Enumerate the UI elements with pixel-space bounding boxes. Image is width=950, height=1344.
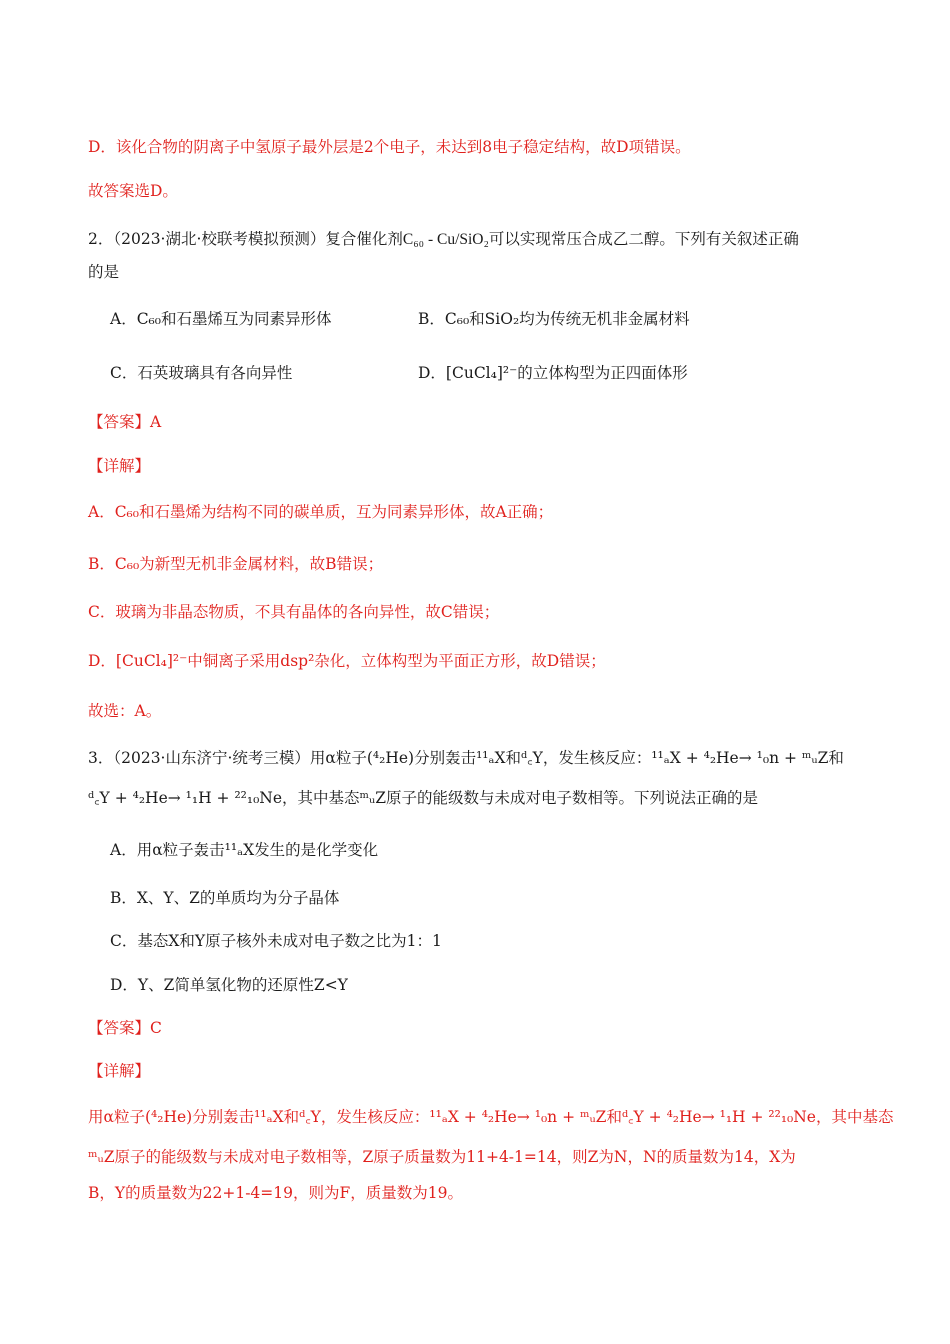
q1-final-answer: 故答案选D。	[88, 182, 178, 200]
q3-explain-line3: B，Y的质量数为22+1-4=19，则为F，质量数为19。	[88, 1184, 463, 1202]
q3-option-a: A．用α粒子轰击¹¹ₐX发生的是化学变化	[110, 841, 379, 859]
q3-option-b: B．X、Y、Z的单质均为分子晶体	[110, 889, 340, 907]
q2-detail-heading: 【详解】	[88, 457, 151, 475]
q3-explain-line2: ᵐᵤZ原子的能级数与未成对电子数相等，Z原子质量数为11+4-1=14，则Z为N，N的质量数为14，X为	[88, 1148, 796, 1166]
q2-option-a: A．C₆₀和石墨烯互为同素异形体	[110, 310, 332, 328]
q3-stem-line1: 3．（2023·山东济宁·统考三模）用α粒子(⁴₂He)分别轰击¹¹ₐX和ᵈ꜀Y，发生核反应：¹¹ₐX + ⁴₂He→ ¹₀n + ᵐᵤZ和	[88, 749, 844, 767]
q3-stem-line2: ᵈ꜀Y + ⁴₂He→ ¹₁H + ²²₁₀Ne，其中基态ᵐᵤZ原子的能级数与未成对电子数相等。下列说法正确的是	[88, 789, 759, 807]
q2-option-d: D．[CuCl₄]²⁻的立体构型为正四面体形	[418, 364, 688, 382]
q2-explain-d: D．[CuCl₄]²⁻中铜离子采用dsp²杂化，立体构型为平面正方形，故D错误；	[88, 652, 606, 670]
q2-explain-c: C．玻璃为非晶态物质，不具有晶体的各向异性，故C错误；	[88, 603, 500, 621]
q2-option-c: C．石英玻璃具有各向异性	[110, 364, 293, 382]
q3-explain-line1: 用α粒子(⁴₂He)分别轰击¹¹ₐX和ᵈ꜀Y，发生核反应：¹¹ₐX + ⁴₂He→ ¹₀n + ᵐᵤZ和ᵈ꜀Y + ⁴₂He→ ¹₁H + ²²₁₀Ne，其中基态	[88, 1108, 894, 1126]
q2-stem-line2: 的是	[88, 263, 120, 281]
q2-option-b: B．C₆₀和SiO₂均为传统无机非金属材料	[418, 310, 690, 328]
q2-explain-b: B．C₆₀为新型无机非金属材料，故B错误；	[88, 555, 384, 573]
q1-option-d-explanation: D．该化合物的阴离子中氢原子最外层是2个电子，未达到8电子稳定结构，故D项错误。	[88, 138, 691, 156]
q2-stem-line1	[88, 227, 799, 249]
q2-final-answer: 故选：A。	[88, 702, 162, 720]
q3-answer: 【答案】C	[88, 1019, 162, 1037]
q3-option-d: D．Y、Z简单氢化物的还原性Z<Y	[110, 976, 348, 994]
q3-detail-heading: 【详解】	[88, 1062, 151, 1080]
q2-answer: 【答案】A	[88, 413, 162, 431]
q2-stem-formula: C₆₀ - Cu/SiO₂	[402, 231, 489, 248]
q2-explain-a: A．C₆₀和石墨烯为结构不同的碳单质，互为同素异形体，故A正确；	[88, 503, 554, 521]
q2-stem-part-a: 2．（2023·湖北·校联考模拟预测）复合催化剂	[88, 230, 403, 248]
q2-stem-part-b: 可以实现常压合成乙二醇。下列有关叙述正确	[488, 230, 799, 248]
q3-option-c: C．基态X和Y原子核外未成对电子数之比为1：1	[110, 932, 442, 950]
